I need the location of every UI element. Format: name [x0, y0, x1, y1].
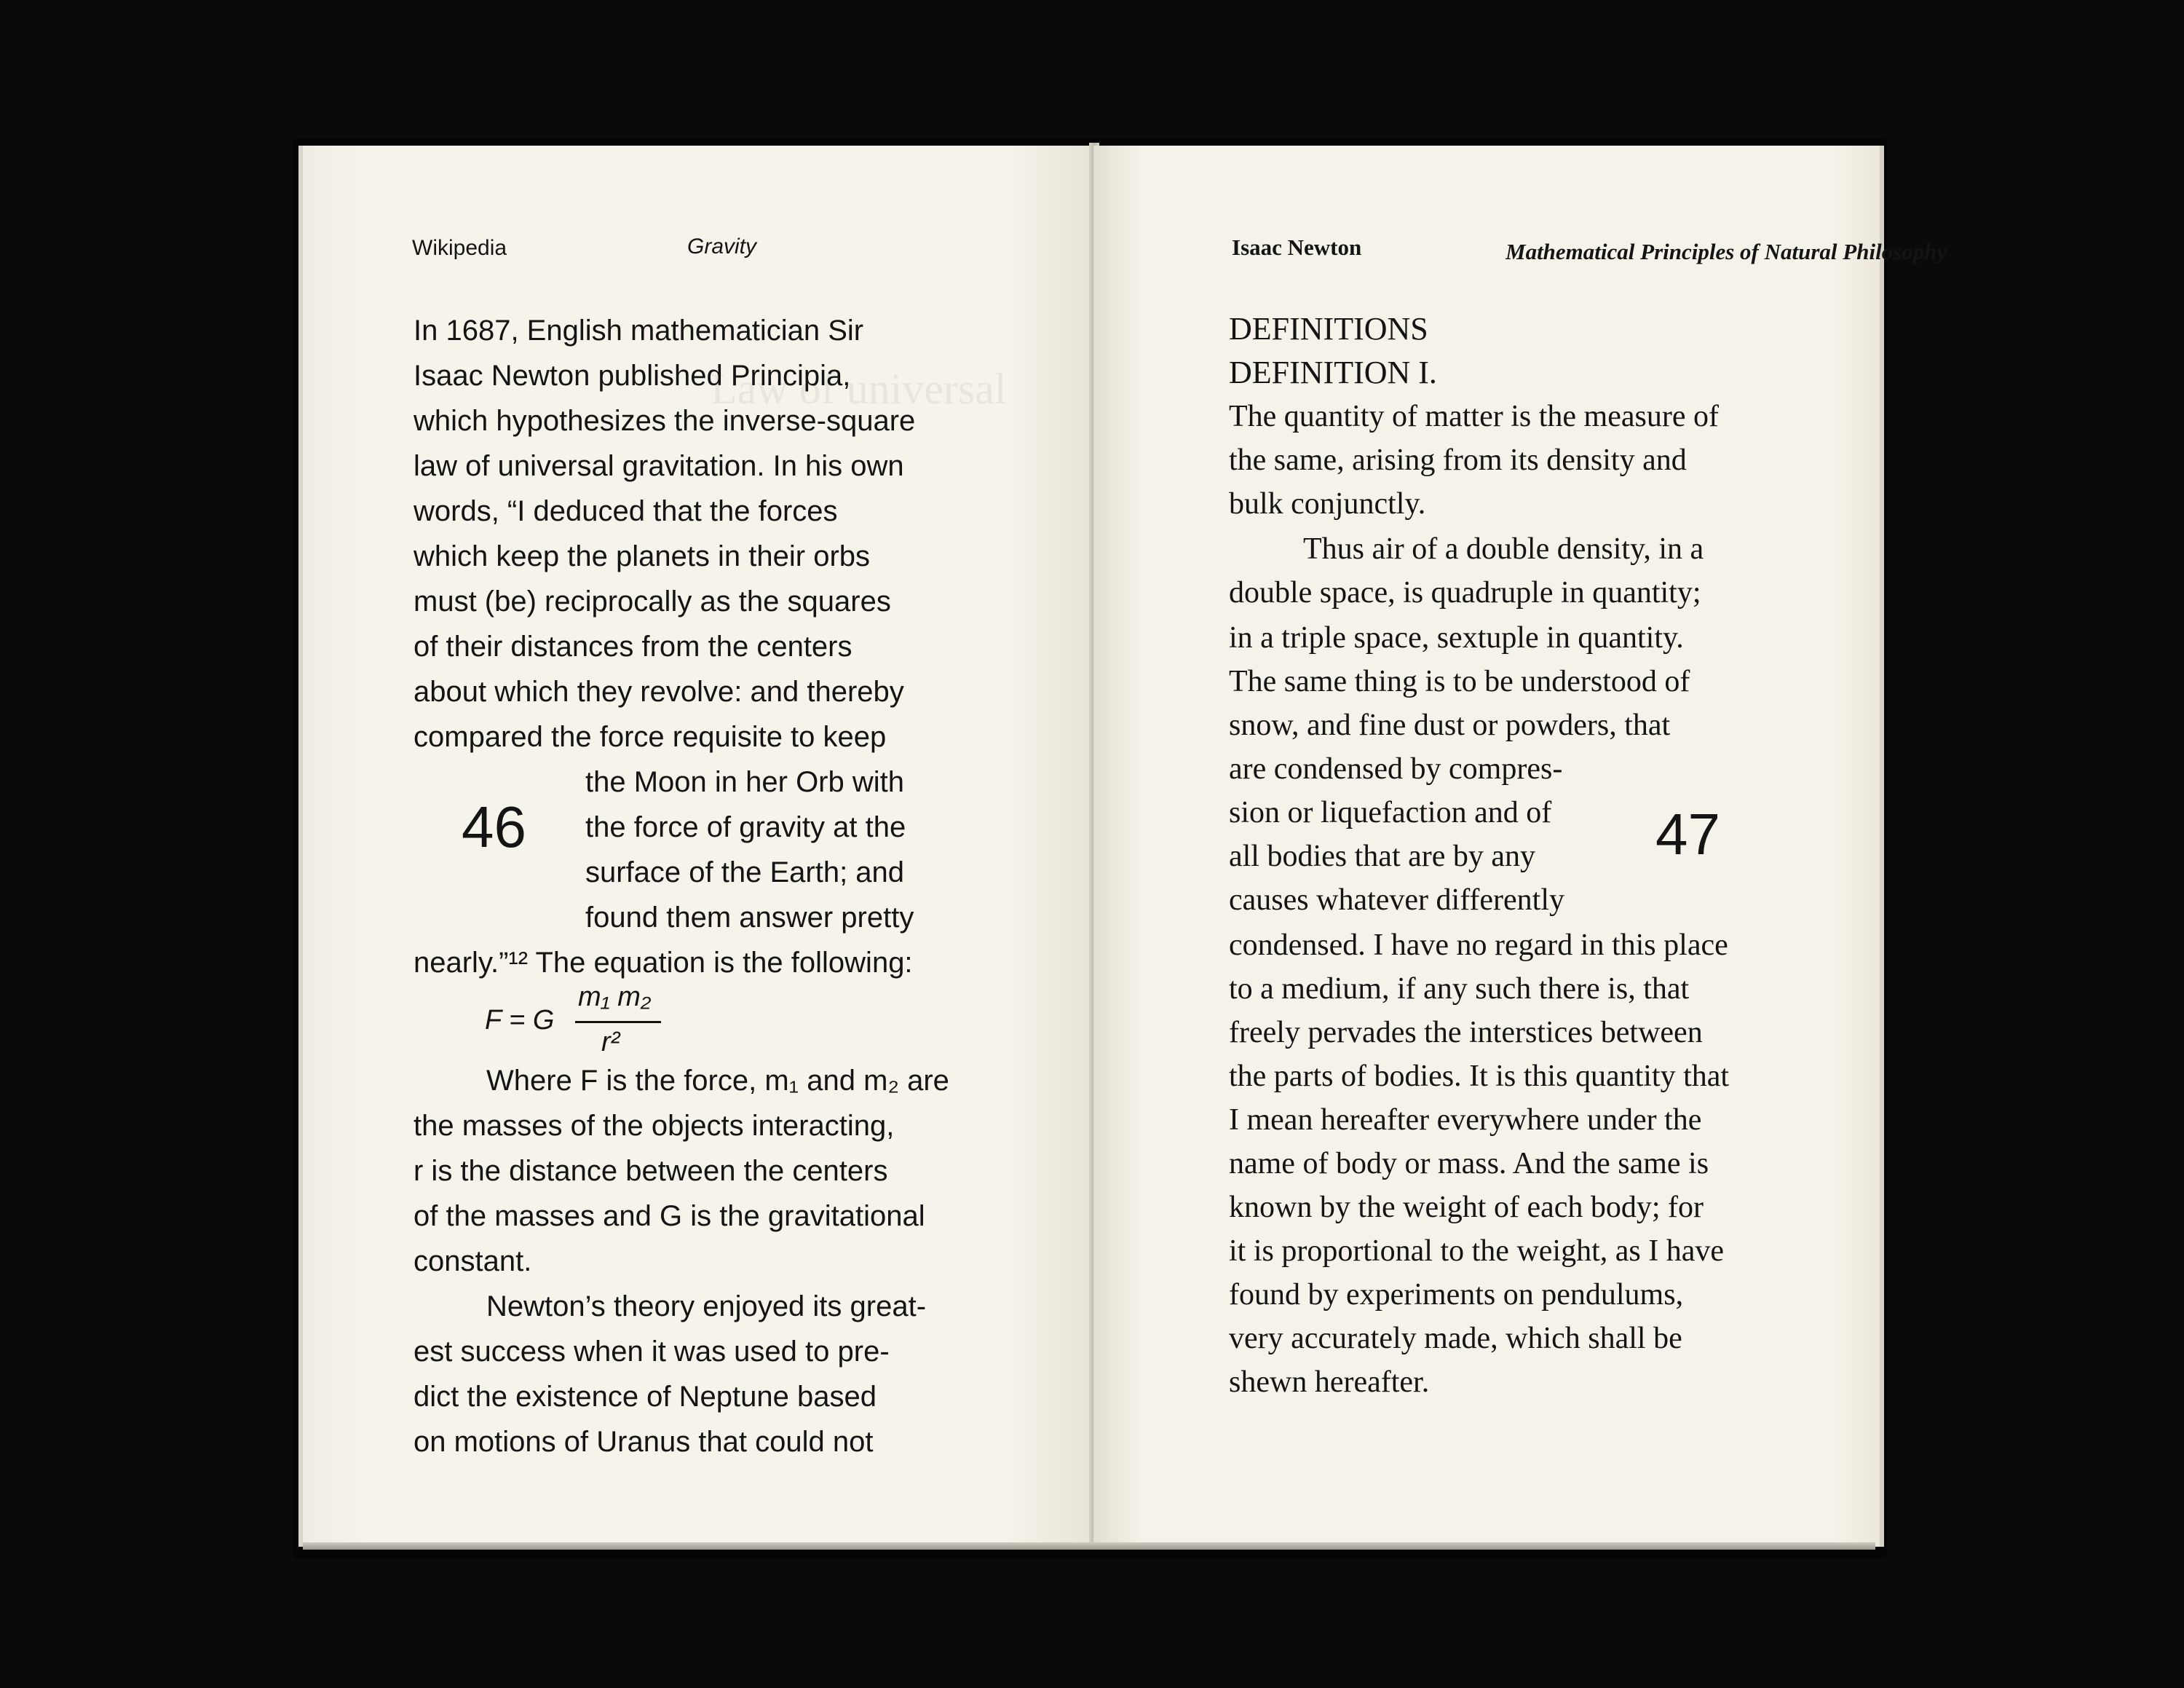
body-line: causes whatever differently	[1229, 883, 1565, 917]
page-block-edge	[303, 1542, 1875, 1550]
body-line: law of universal gravitation. In his own	[414, 450, 904, 482]
body-line: name of body or mass. And the same is	[1229, 1147, 1709, 1180]
body-line: which keep the planets in their orbs	[414, 540, 871, 572]
body-line: of the masses and G is the gravitational	[414, 1200, 925, 1232]
body-line: it is proportional to the weight, as I have	[1229, 1234, 1725, 1268]
definition-heading: DEFINITION I.	[1229, 355, 1437, 390]
body-line-indented: the Moon in her Orb with	[585, 766, 904, 798]
body-line: about which they revolve: and thereby	[414, 676, 904, 708]
body-line: the masses of the objects interacting,	[414, 1110, 895, 1142]
body-line: known by the weight of each body; for	[1229, 1191, 1704, 1224]
show-through-text: Law of universal	[711, 365, 1007, 413]
body-line: sion or liquefaction and of	[1229, 796, 1552, 829]
running-head-work: Mathematical Principles of Natural Philosophy	[1506, 239, 1947, 264]
body-line: shewn hereafter.	[1229, 1365, 1430, 1399]
right-page	[1093, 146, 1947, 1547]
body-line: I mean hereafter everywhere under the	[1229, 1103, 1702, 1137]
body-line: in a triple space, sextuple in quantity.	[1229, 621, 1684, 655]
body-line: Thus air of a double density, in a	[1303, 532, 1704, 566]
body-line: Isaac Newton published Principia,	[414, 360, 851, 392]
page-number: 47	[1655, 802, 1720, 867]
body-line: double space, is quadruple in quantity;	[1229, 576, 1701, 610]
formula-denominator: r²	[601, 1027, 620, 1057]
body-line: nearly.”¹² The equation is the following:	[414, 947, 913, 979]
body-line: are condensed by compres-	[1229, 752, 1563, 786]
fraction-bar	[575, 1021, 661, 1023]
body-line-indented: the force of gravity at the	[585, 811, 906, 843]
body-line: words, “I deduced that the forces	[414, 495, 838, 527]
body-line-indented: found them answer pretty	[585, 902, 914, 934]
body-line-indented: surface of the Earth; and	[585, 856, 905, 888]
body-line: of their distances from the centers	[414, 631, 852, 663]
page-number: 46	[462, 794, 526, 859]
section-heading: DEFINITIONS	[1229, 311, 1428, 347]
body-line: found by experiments on pendulums,	[1229, 1278, 1684, 1312]
body-line: condensed. I have no regard in this place	[1229, 928, 1728, 962]
running-head-author: Isaac Newton	[1232, 234, 1362, 260]
body-line: constant.	[414, 1245, 532, 1277]
body-line: the parts of bodies. It is this quantity that	[1229, 1060, 1730, 1093]
body-line: snow, and fine dust or powders, that	[1229, 709, 1671, 742]
running-head-source: Wikipedia	[412, 236, 507, 260]
body-line: the same, arising from its density and	[1229, 443, 1687, 477]
body-line: bulk conjunctly.	[1229, 487, 1426, 521]
body-line: dict the existence of Neptune based	[414, 1381, 877, 1413]
body-line: on motions of Uranus that could not	[414, 1426, 874, 1458]
formula-lhs: F = G	[485, 1005, 555, 1036]
body-line: all bodies that are by any	[1229, 840, 1536, 873]
body-line: Newton’s theory enjoyed its great-	[486, 1290, 927, 1322]
body-line: The same thing is to be understood of	[1229, 665, 1690, 698]
formula-numerator: m₁ m₂	[578, 982, 652, 1012]
body-line: r is the distance between the centers	[414, 1155, 888, 1187]
body-line: very accurately made, which shall be	[1229, 1322, 1682, 1355]
body-line: compared the force requisite to keep	[414, 721, 887, 753]
left-page	[298, 146, 1101, 1547]
body-line: must (be) reciprocally as the squares	[414, 585, 891, 618]
running-head-title: Gravity	[687, 234, 757, 259]
body-line: In 1687, English mathematician Sir	[414, 315, 864, 347]
body-line: est success when it was used to pre-	[414, 1336, 890, 1368]
body-line: Where F is the force, m₁ and m₂ are	[486, 1065, 949, 1097]
body-line: The quantity of matter is the measure of	[1229, 400, 1719, 433]
body-line: to a medium, if any such there is, that	[1229, 972, 1690, 1006]
body-line: freely pervades the interstices between	[1229, 1016, 1703, 1049]
body-line: which hypothesizes the inverse-square	[414, 405, 916, 437]
